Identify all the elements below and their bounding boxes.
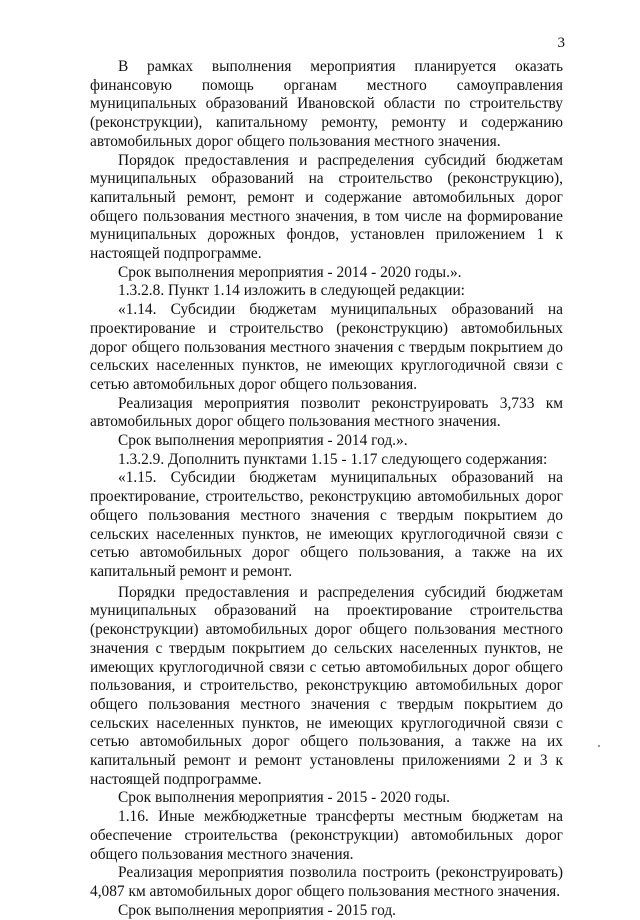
- paragraph: Срок выполнения мероприятия - 2014 год.».: [118, 432, 408, 450]
- paragraph: В рамках выполнения мероприятия планируется оказать финансовую помощь органам местного самоуправления муниципальных образований Ивановской области по строительству (реконструкции), капитальному ремонту, ремонту и содержанию автомобильных дорог общего пользования местного значения.: [90, 58, 563, 150]
- paragraph: 1.16. Иные межбюджетные трансферты местным бюджетам на обеспечение строительства (реконструкции) автомобильных дорог общего пользования местного значения.: [90, 808, 563, 863]
- paragraph: Порядок предоставления и распределения субсидий бюджетам муниципальных образований на строительство (реконструкцию), капитальный ремонт, ремонт и содержание автомобильных дорог общего пользования местного значения, в том числе на формирование муниципальных дорожных фондов, установлен приложением 1 к настоящей подпрограмме.: [90, 151, 563, 263]
- paragraph: 1.3.2.9. Дополнить пунктами 1.15 - 1.17 следующего содержания:: [118, 450, 548, 468]
- scan-speck: [598, 745, 600, 747]
- paragraph: Срок выполнения мероприятия - 2015 - 2020 годы.: [118, 789, 450, 807]
- paragraph: Срок выполнения мероприятия - 2015 год.: [118, 901, 397, 919]
- document-body: [90, 58, 563, 920]
- paragraph: Реализация мероприятия позволила построить (реконструировать) 4,087 км автомобильных дорог общего пользования местного значения.: [90, 864, 563, 900]
- paragraph: «1.14. Субсидии бюджетам муниципальных образований на проектирование и строительство (реконструкцию) автомобильных дорог общего пользования местного значения с твердым покрытием до сельских населенных пунктов, не имеющих круглогодичной связи с сетью автомобильных дорог общего пользования.: [90, 301, 563, 393]
- paragraph: Срок выполнения мероприятия - 2014 - 2020 годы.».: [118, 263, 462, 281]
- paragraph: Реализация мероприятия позволит реконструировать 3,733 км автомобильных дорог общего пользования местного значения.: [90, 394, 563, 431]
- paragraph: «1.15. Субсидии бюджетам муниципальных образований на проектирование, строительство, реконструкцию автомобильных дорог общего пользования местного значения с твердым покрытием до сельских населенных пунктов, не имеющих круглогодичной связи с сетью автомобильных дорог общего пользования, а также на их капитальный ремонт и ремонт.: [90, 469, 563, 580]
- page-number: 3: [557, 35, 565, 51]
- paragraph: Порядки предоставления и распределения субсидий бюджетам муниципальных образований на проектирование строительства (реконструкции) автомобильных дорог общего пользования местного значения с твердым покрытием до сельских населенных пунктов, не имеющих круглогодичной связи с сетью автомобильных дорог общего пользования, и строительство, реконструкцию автомобильных дорог общего пользования местного значения с твердым покрытием до сельских населенных пунктов, не имеющих круглогодичной связи с сетью автомобильных дорог общего пользования, а также на их капитальный ремонт и ремонт установлены приложениями 2 и 3 к настоящей подпрограмме.: [90, 583, 563, 788]
- paragraph: 1.3.2.8. Пункт 1.14 изложить в следующей редакции:: [118, 282, 465, 300]
